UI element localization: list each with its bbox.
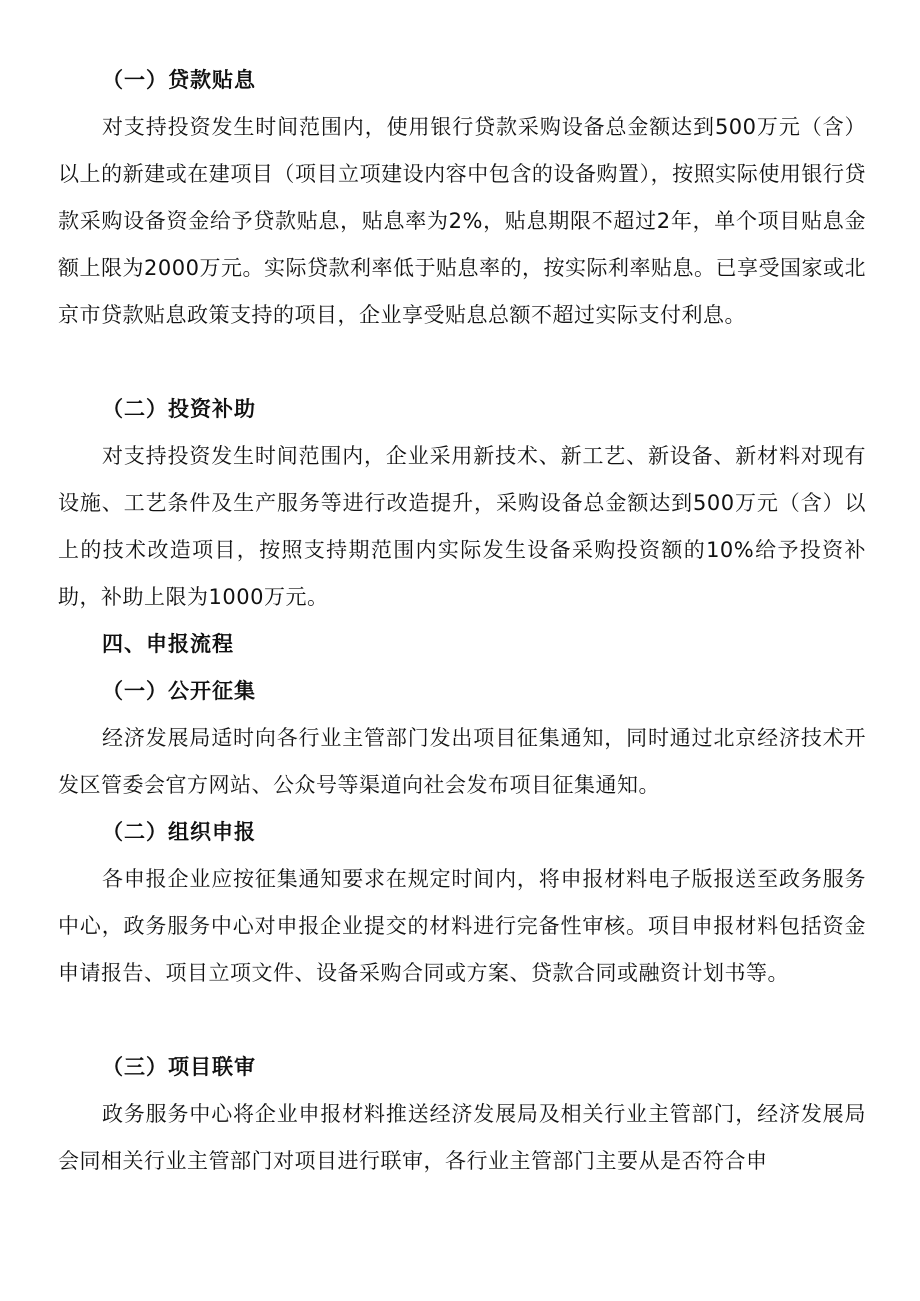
step-body-open-collection: 经济发展局适时向各行业主管部门发出项目征集通知，同时通过北京经济技术开发区管委会官方网站、公众号等渠道向社会发布项目征集通知。 (58, 726, 866, 797)
section-heading-loan-subsidy: （一）贷款贴息 (102, 68, 256, 92)
step-body-organize-application: 各申报企业应按征集通知要求在规定时间内，将申报材料电子版报送至政务服务中心，政务服务中心对申报企业提交的材料进行完备性审核。项目申报材料包括资金申请报告、项目立项文件、设备采购合同或方案、贷款合同或融资计划书等。 (58, 867, 866, 985)
step-heading-organize-application: （二）组织申报 (102, 820, 256, 844)
step-body-joint-review: 政务服务中心将企业申报材料推送经济发展局及相关行业主管部门，经济发展局会同相关行业主管部门对项目进行联审，各行业主管部门主要从是否符合申 (58, 1102, 866, 1173)
section-body-loan-subsidy: 对支持投资发生时间范围内，使用银行贷款采购设备总金额达到500万元（含）以上的新建或在建项目（项目立项建设内容中包含的设备购置），按照实际使用银行贷款采购设备资金给予贷款贴息，贴息率为2%，贴息期限不超过2年，单个项目贴息金额上限为2000万元。实际贷款利率低于贴息率的，按实际利率贴息。已享受国家或北京市贷款贴息政策支持的项目，企业享受贴息总额不超过实际支付利息。 (58, 115, 866, 327)
step-heading-joint-review: （三）项目联审 (102, 1055, 256, 1079)
section-body-investment-subsidy: 对支持投资发生时间范围内，企业采用新技术、新工艺、新设备、新材料对现有设施、工艺条件及生产服务等进行改造提升，采购设备总金额达到500万元（含）以上的技术改造项目，按照支持期范围内实际发生设备采购投资额的10%给予投资补助，补助上限为1000万元。 (58, 444, 866, 609)
chapter-heading-application-process: 四、申报流程 (102, 632, 234, 656)
section-heading-investment-subsidy: （二）投资补助 (102, 397, 256, 421)
step-heading-open-collection: （一）公开征集 (102, 679, 256, 703)
